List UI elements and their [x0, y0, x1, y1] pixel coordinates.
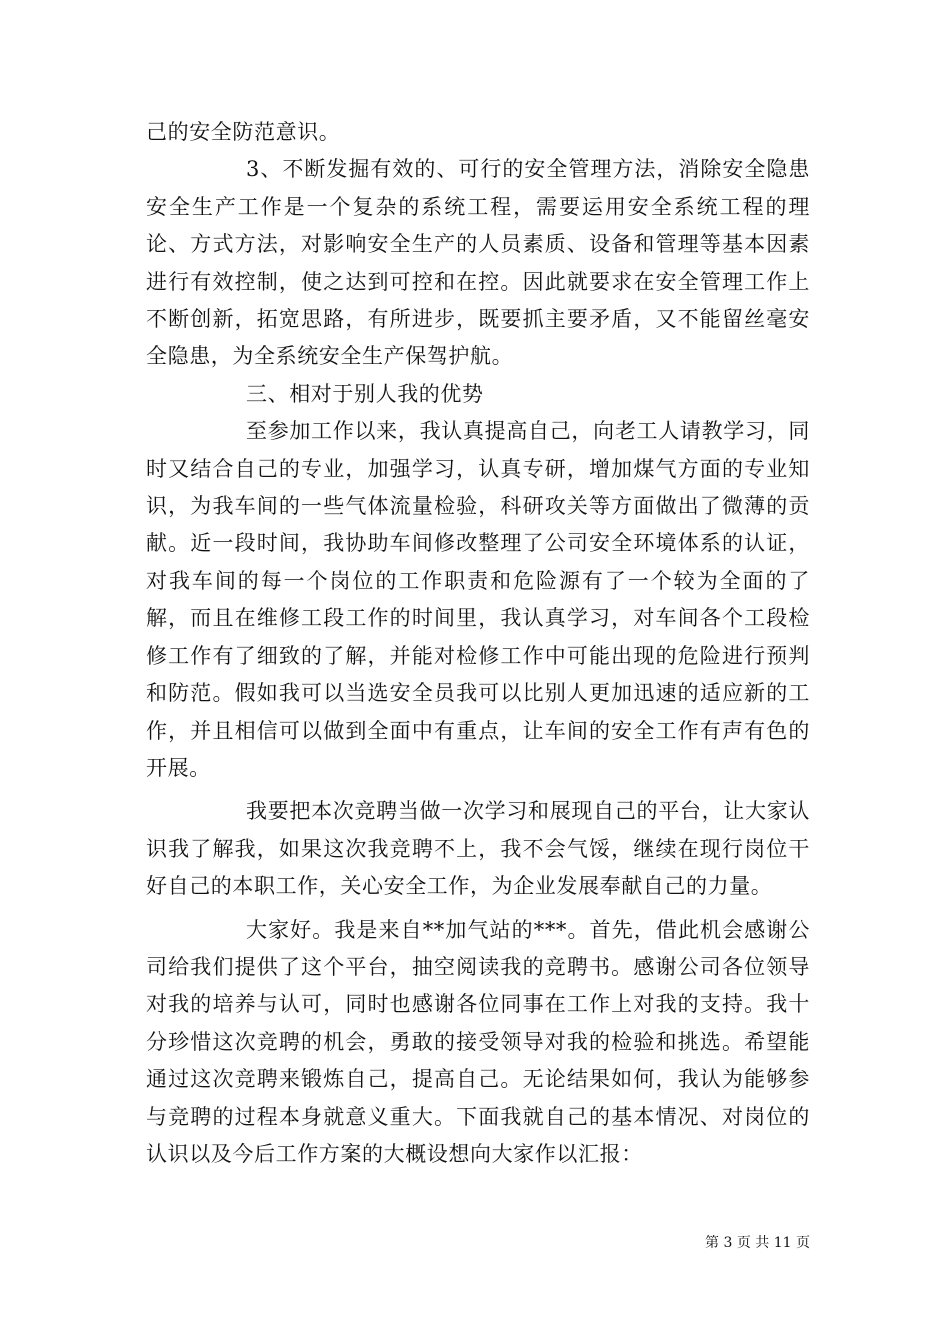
- paragraph-work-experience: 至参加工作以来，我认真提高自己，向老工人请教学习，同时又结合自己的专业，加强学习，认真专研，增加煤气方面的专业知识，为我车间的一些气体流量检验，科研攻关等方面做出了微薄的贡献。近一段时间，我协助车间修改整理了公司安全环境体系的认证，对我车间的每一个岗位的工作职责和危险源有了一个较为全面的了解，而且在维修工段工作的时间里，我认真学习，对车间各个工段检修工作有了细致的了解，并能对检修工作中可能出现的危险进行预判和防范。假如我可以当选安全员我可以比别人更加迅速的适应新的工作，并且相信可以做到全面中有重点，让车间的安全工作有声有色的开展。: [146, 419, 810, 780]
- section-heading-advantages: 三、相对于别人我的优势: [246, 381, 484, 406]
- document-body: [146, 114, 810, 1173]
- paragraph-greeting-intro: 大家好。我是来自**加气站的***。首先，借此机会感谢公司给我们提供了这个平台，抽空阅读我的竞聘书。感谢公司各位领导对我的培养与认可，同时也感谢各位同事在工作上对我的支持。我十分珍惜这次竞聘的机会，勇敢的接受领导对我的检验和挑选。希望能通过这次竞聘来锻炼自己，提高自己。无论结果如何，我认为能够参与竞聘的过程本身就意义重大。下面我就自己的基本情况、对岗位的认识以及今后工作方案的大概设想向大家作以汇报：: [146, 917, 810, 1166]
- page-number-footer: 第 3 页 共 11 页: [705, 1235, 810, 1251]
- paragraph-continuation: 己的安全防范意识。: [146, 120, 341, 144]
- paragraph-safety-methods: 3、不断发掘有效的、可行的安全管理方法，消除安全隐患安全生产工作是一个复杂的系统工程，需要运用安全系统工程的理论、方式方法，对影响安全生产的人员素质、设备和管理等基本因素进行有效控制，使之达到可控和在控。因此就要求在安全管理工作上不断创新，拓宽思路，有所进步，既要抓主要矛盾，又不能留丝毫安全隐患，为全系统安全生产保驾护航。: [146, 157, 810, 369]
- paragraph-competition-attitude: 我要把本次竞聘当做一次学习和展现自己的平台，让大家认识我了解我，如果这次我竞聘不上，我不会气馁，继续在现行岗位干好自己的本职工作，关心安全工作，为企业发展奉献自己的力量。: [146, 799, 810, 899]
